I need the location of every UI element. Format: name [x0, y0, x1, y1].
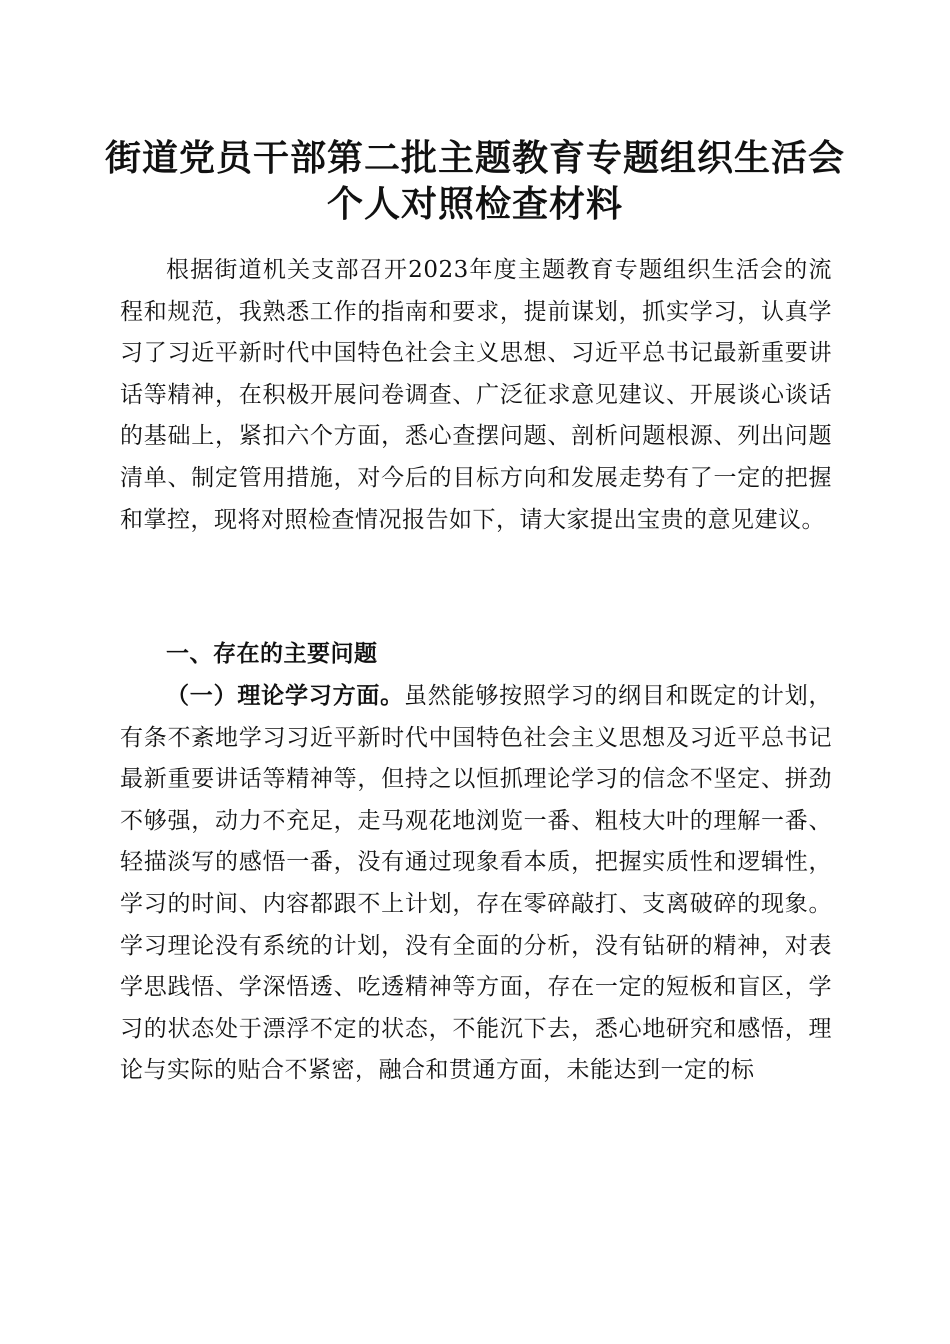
intro-paragraph: 根据街道机关支部召开2023年度主题教育专题组织生活会的流程和规范，我熟悉工作的指南和要求，提前谋划，抓实学习，认真学习了习近平新时代中国特色社会主义思想、习近平总书记最新重要讲话等精神，在积极开展问卷调查、广泛征求意见建议、开展谈心谈话的基础上，紧扣六个方面，悉心查摆问题、剖析问题根源、列出问题清单、制定管用措施，对今后的目标方向和发展走势有了一定的把握和掌控，现将对照检查情况报告如下，请大家提出宝贵的意见建议。: [120, 257, 832, 533]
subsection-theory-study-lead: （一）理论学习方面。: [166, 683, 404, 709]
subsection-theory-study: [120, 676, 832, 1092]
document-title-line-2: 个人对照检查材料: [326, 183, 623, 225]
document-title-line-1: 街道党员干部第二批主题教育专题组织生活会: [104, 137, 845, 179]
section-heading-main-problems: 一、存在的主要问题: [166, 641, 378, 667]
subsection-theory-study-text: 虽然能够按照学习的纲目和既定的计划，有条不紊地学习习近平新时代中国特色社会主义思想及习近平总书记最新重要讲话等精神等，但持之以恒抓理论学习的信念不坚定、拼劲不够强，动力不充足，走马观花地浏览一番、粗枝大叶的理解一番、轻描淡写的感悟一番，没有通过现象看本质，把握实质性和逻辑性，学习的时间、内容都跟不上计划，存在零碎敲打、支离破碎的现象。学习理论没有系统的计划，没有全面的分析，没有钻研的精神，对表学思践悟、学深悟透、吃透精神等方面，存在一定的短板和盲区，学习的状态处于漂浮不定的状态，不能沉下去，悉心地研究和感悟，理论与实际的贴合不紧密，融合和贯通方面，未能达到一定的标: [120, 683, 833, 1084]
